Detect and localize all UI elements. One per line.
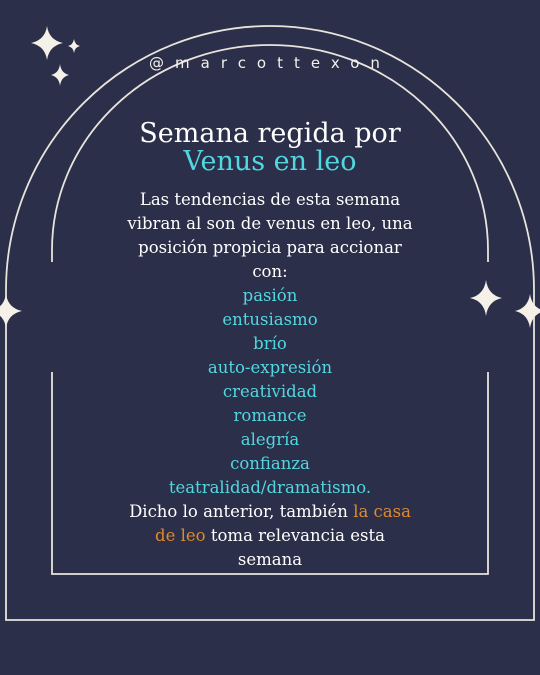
- page-subtitle: Venus en leo: [183, 146, 357, 177]
- quality-item: alegría: [240, 430, 300, 449]
- closing-highlight: de leo: [155, 526, 206, 545]
- closing-line: [0, 500, 540, 524]
- intro-line: Las tendencias de esta semana: [139, 190, 401, 209]
- quality-item: creatividad: [222, 382, 318, 401]
- page-title: Semana regida por: [139, 118, 401, 149]
- quality-item: pasión: [242, 286, 298, 305]
- quality-item: entusiasmo: [222, 310, 318, 329]
- closing-text: Dicho lo anterior, también: [129, 502, 354, 521]
- quality-item: confianza: [230, 454, 310, 473]
- closing-line: semana: [237, 550, 303, 569]
- body-text: [0, 188, 540, 572]
- author-handle: @marcottexon: [149, 54, 391, 72]
- intro-line: con:: [252, 262, 288, 281]
- closing-line: [0, 524, 540, 548]
- quality-item: auto-expresión: [207, 358, 333, 377]
- quality-item: romance: [233, 406, 307, 425]
- quality-item: teatralidad/dramatismo.: [168, 478, 372, 497]
- intro-line: posición propicia para accionar: [138, 238, 402, 257]
- closing-text: toma relevancia esta: [205, 526, 385, 545]
- closing-highlight: la casa: [353, 502, 411, 521]
- sparkle-icon: [68, 39, 80, 53]
- intro-line: vibran al son de venus en leo, una: [127, 214, 413, 233]
- quality-item: brío: [253, 334, 287, 353]
